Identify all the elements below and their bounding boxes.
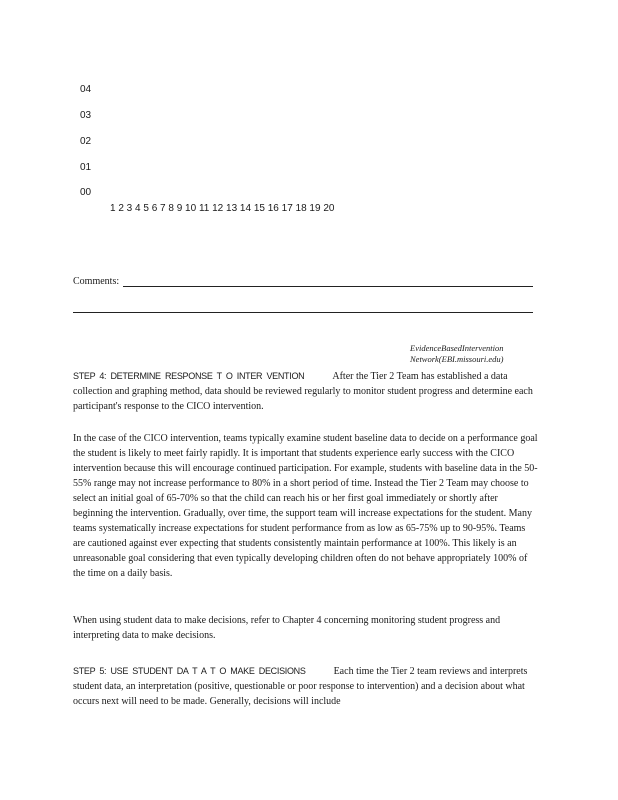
comments-line xyxy=(123,276,533,287)
source-credit xyxy=(410,343,530,365)
step5-heading: STEP 5: USE STUDENT DA T A T O MAKE DECISIONS xyxy=(73,666,306,676)
comments-second-line xyxy=(73,312,533,313)
comments-field xyxy=(73,276,533,287)
paragraph-chapter-reference: When using student data to make decisions, refer to Chapter 4 concerning monitoring student progress and interpreting data to make decisions. xyxy=(73,615,501,641)
y-axis-label-03: 03 xyxy=(80,110,92,121)
comments-label: Comments: xyxy=(73,276,120,287)
step4-section xyxy=(73,369,539,414)
y-axis-label-00: 00 xyxy=(80,187,92,198)
y-axis-label-04: 04 xyxy=(80,84,92,95)
y-axis-label-01: 01 xyxy=(80,162,92,173)
source-credit-line2: Network(EBI.missouri.edu) xyxy=(410,354,504,364)
x-axis-ticks: 1 2 3 4 5 6 7 8 9 10 11 12 13 14 15 16 17 18 19 20 xyxy=(110,203,335,214)
paragraph-baseline-goals: In the case of the CICO intervention, teams typically examine student baseline data to decide on a performance goal the student is likely to meet fairly rapidly. It is important that students experience early success with the CICO intervention because this will encourage continued participation. For example, students with baseline data in the 50-55% range may not increase performance to 80% in a short period of time. Instead the Tier 2 Team may choose to select an initial goal of 65-70% so that the child can reach his or her first goal immediately or shortly after beginning the intervention. Gradually, over time, the support team will increase expectations for the student. Many teams systematically increase expectations for student performance from as low as 65-75% up to 90-95%. Teams are cautioned against ever expecting that students consistently maintain performance at 100%. This likely is an unreasonable goal considering that even typically developing children often do not behave appropriately 100% of the time on a daily basis. xyxy=(73,433,538,579)
y-axis-label-02: 02 xyxy=(80,136,92,147)
step4-heading: STEP 4: DETERMINE RESPONSE T O INTER VENTION xyxy=(73,371,305,381)
step5-section xyxy=(73,664,539,709)
step5-text: Each time the Tier 2 team reviews and interprets student data, an interpretation (positive, questionable or poor response to intervention) and a decision about what occurs next will need to be made. Generally, decisions will include xyxy=(73,666,528,707)
step4-text: After the Tier 2 Team has established a data collection and graphing method, data should be reviewed regularly to monitor student progress and determine each participant's response to the CICO intervention. xyxy=(73,371,533,412)
source-credit-line1: EvidenceBasedIntervention xyxy=(410,343,504,353)
